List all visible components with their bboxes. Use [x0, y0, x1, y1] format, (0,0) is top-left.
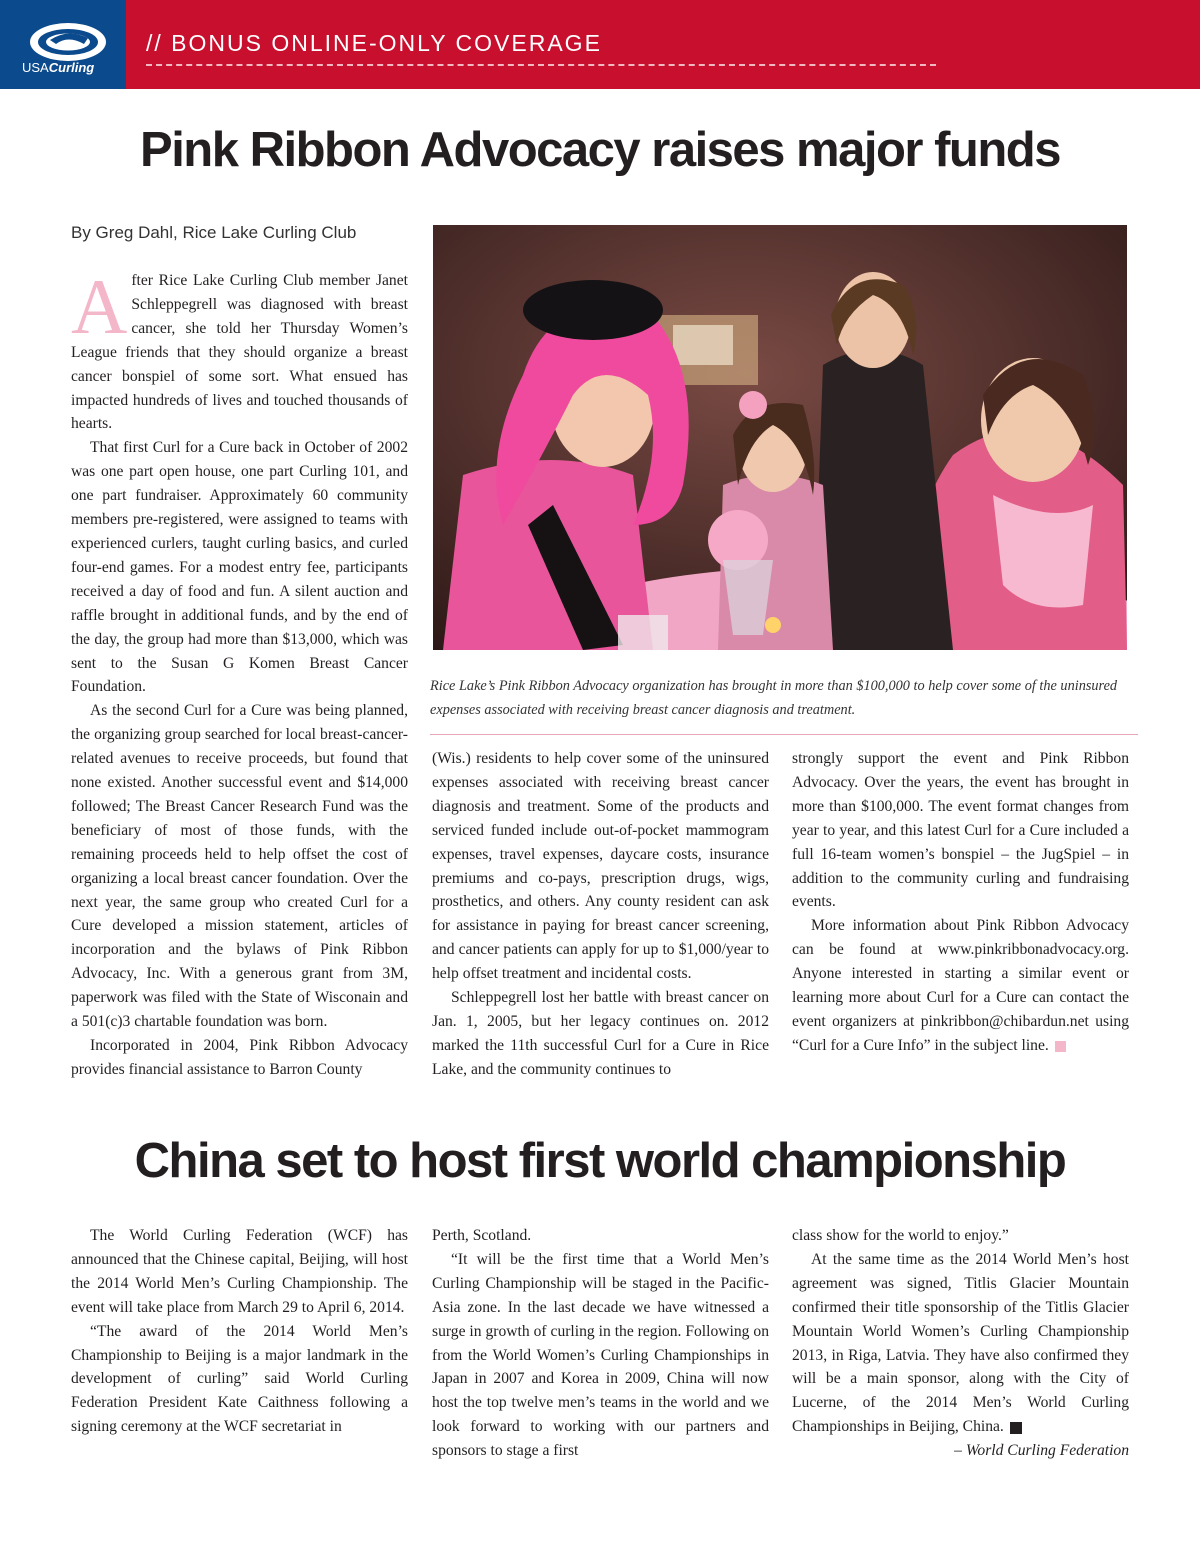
photo-caption: Rice Lake’s Pink Ribbon Advocacy organization has brought in more than $100,000 to help cover some of the uninsured expenses associated with receiving breast cancer diagnosis and treatment. — [430, 678, 1118, 718]
paragraph: As the second Curl for a Cure was being planned, the organizing group searched for local breast-cancer-related avenues to receive proceeds, but found that none existed. Another successful event and $14,000 followed; The Breast Cancer Research Fund was the beneficiary of most of those funds, with the remaining proceeds held to help offset the cost of organizing a local breast cancer foundation. Over the next year, the same group who created Curl for a Cure developed a mission statement, articles of incorporation and the bylaws of Pink Ribbon Advocacy, Inc. With a generous grant from 3M, paperwork was filed with the State of Wisconain and a 501(c)3 chartable foundation was born. — [71, 702, 408, 1031]
article-column — [71, 1224, 408, 1439]
article-column — [792, 747, 1129, 1058]
end-mark-icon — [1055, 1041, 1066, 1052]
article-headline: China set to host first world championship — [134, 1134, 1066, 1188]
article-column — [71, 263, 408, 1082]
paragraph: More information about Pink Ribbon Advocacy can be found at www.pinkribbonadvocacy.org. Anyone interested in starting a similar event or learning more about Curl for a Cure can contact the event organizers at pinkribbon@chibardun.net using “Curl for a Cure Info” in the subject line. — [792, 917, 1129, 1054]
paragraph: That first Curl for a Cure back in October of 2002 was one part open house, one part Curling 101, and one part fundraiser. Approximately 60 community members pre-registered, were assigned to teams with experienced curlers, taught curling basics, and curled four-end games. For a modest entry fee, participants received a day of food and fun. A silent auction and raffle brought in additional funds, and by the end of the day, the group had more than $13,000, which was sent to the Susan G Komen Breast Cancer Foundation. — [71, 439, 408, 696]
curling-stone-icon — [28, 20, 108, 64]
byline: By Greg Dahl, Rice Lake Curling Club — [71, 223, 357, 242]
banner-divider — [146, 64, 936, 66]
paragraph: At the same time as the 2014 World Men’s host agreement was signed, Titlis Glacier Mountain confirmed their title sponsorship of the Titlis Glacier Mountain World Women’s Curling Championship 2013, in Riga, Latvia. They have also confirmed they will be a main sponsor, along with the City of Lucerne, of the 2014 Men’s World Curling Championships in Beijing, China. — [792, 1250, 1129, 1436]
paragraph: Incorporated in 2004, Pink Ribbon Advocacy provides financial assistance to Barron County — [71, 1037, 408, 1078]
article-headline: Pink Ribbon Advocacy raises major funds — [140, 123, 1060, 177]
usa-curling-logo[interactable] — [0, 0, 126, 89]
paragraph: (Wis.) residents to help cover some of the uninsured expenses associated with receiving breast cancer diagnosis and treatment. Some of the products and serviced funded include out-of-pocket mammogram expenses, travel expenses, daycare costs, insurance premiums and co-pays, prescription drugs, wigs, prosthetics, and others. Any county resident can ask for assistance in paying for breast cancer screening, and cancer patients can apply for up to $1,000/year to help offset treatment and incidental costs. — [432, 750, 769, 983]
paragraph: Schleppegrell lost her battle with breast cancer on Jan. 1, 2005, but her legacy continues on. 2012 marked the 11th successful Curl for a Cure in Rice Lake, and the community continues to — [432, 989, 769, 1078]
article-column — [792, 1224, 1129, 1463]
article-column — [432, 1224, 769, 1463]
paragraph: strongly support the event and Pink Ribbon Advocacy. Over the years, the event has brought in more than $100,000. The event format changes from year to year, and this latest Curl for a Cure included a full 16-team women’s bonspiel – the JugSpiel – in addition to the community curling and fundraising events. — [792, 750, 1129, 911]
paragraph: After Rice Lake Curling Club member Janet Schleppegrell was diagnosed with breast cancer, she told her Thursday Women’s League friends that they should organize a breast cancer bonspiel of some sort. What ensued has impacted hundreds of lives and touched thousands of hearts. — [71, 263, 408, 433]
end-mark-icon — [1010, 1422, 1022, 1434]
paragraph: “The award of the 2014 World Men’s Championship to Beijing is a major landmark in the development of curling” said World Curling Federation President Kate Caithness following a signing ceremony at the WCF secretariat in — [71, 1322, 408, 1436]
event-photo — [433, 225, 1127, 650]
caption-divider — [430, 734, 1138, 735]
header-banner — [0, 0, 1200, 89]
paragraph: Perth, Scotland. — [432, 1227, 532, 1244]
drop-cap: A — [71, 263, 128, 350]
paragraph: “It will be the first time that a World Men’s Curling Championship will be staged in the Pacific-Asia zone. In the last decade we have witnessed a surge in growth of curling in the region. Following on from the World Women’s Curling Championships in Japan in 2007 and Korea in 2009, China will now host the top twelve men’s teams in the world and we look forward to working with our partners and sponsors to stage a first — [432, 1250, 769, 1460]
logo-wordmark: USACurling — [22, 60, 95, 75]
paragraph: class show for the world to enjoy.” — [792, 1227, 1009, 1244]
section-label: // BONUS ONLINE-ONLY COVERAGE — [146, 30, 602, 56]
paragraph: The World Curling Federation (WCF) has announced that the Chinese capital, Beijing, will host the 2014 World Men’s Curling Championship. The event will take place from March 29 to April 6, 2014. — [71, 1227, 408, 1316]
article-source: – World Curling Federation — [954, 1442, 1129, 1460]
photo-illustration — [433, 225, 1127, 650]
article-column — [432, 747, 769, 1082]
